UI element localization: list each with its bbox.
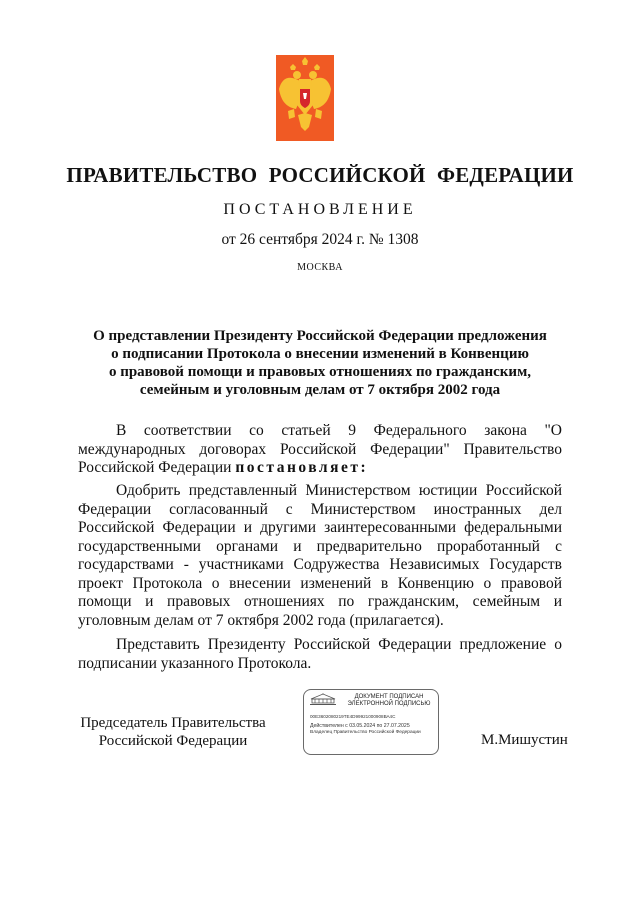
document-heading [0, 327, 640, 399]
electronic-signature-stamp [303, 689, 439, 755]
signer-name: М.Мишустин [481, 732, 568, 748]
stamp-heading-line: ДОКУМЕНТ ПОДПИСАН [354, 694, 424, 700]
paragraph-approval: Одобрить представленный Министерством юстиции Российской Федерации согласованный с Министерством иностранных дел Российской Федерации и другими заинтересованными федеральными государственными органами и предварительно проработанный с государствами - участниками Содружества Независимых Государств проект Протокола о внесении изменений в Конвенцию о правовой помощи и правовых отношениях по гражданским, семейным и уголовным делам от 7 октября 2002 года (прилагается). [78, 482, 562, 629]
heading-line: семейным и уголовным делам от 7 октября 2002 года [139, 382, 501, 398]
signer-position-line: Председатель Правительства [80, 715, 266, 731]
coat-of-arms-icon [276, 55, 334, 141]
heading-line: о подписании Протокола о внесении изменений в Конвенцию [111, 346, 529, 362]
paragraph-submission: Представить Президенту Российской Федерации предложение о подписании указанного Протокола. [78, 636, 562, 672]
paragraph-legal-basis [78, 422, 562, 478]
signer-position-line: Российской Федерации [98, 733, 248, 749]
certificate-number: 00E3602080219TE4D99921000908ВА4С [310, 714, 396, 719]
government-title: ПРАВИТЕЛЬСТВО РОССИЙСКОЙ ФЕДЕРАЦИИ [66, 163, 574, 187]
document-type: ПОСТАНОВЛЕНИЕ [223, 201, 417, 218]
government-building-icon [308, 693, 338, 706]
decree-word: постановляет: [235, 459, 369, 476]
heading-line: О представлении Президенту Российской Федерации предложения [93, 328, 547, 344]
document-date-number: от 26 сентября 2024 г. № 1308 [221, 231, 419, 248]
stamp-heading-line: ЭЛЕКТРОННОЙ ПОДПИСЬЮ [347, 701, 431, 707]
certificate-owner: Владелец Правительство Российской Федерации [310, 730, 421, 735]
stamp-heading [342, 694, 436, 708]
paragraph-text: В соответствии со статьей 9 Федерального закона "О международных договорах Российской Федерации" Правительство Российской Федерации [78, 422, 562, 476]
certificate-validity: Действителен с 03.05.2024 по 27.07.2025 [310, 723, 410, 729]
document-city: МОСКВА [297, 262, 343, 273]
heading-line: о правовой помощи и правовых отношениях по гражданским, [108, 364, 532, 380]
signer-position [78, 714, 268, 750]
